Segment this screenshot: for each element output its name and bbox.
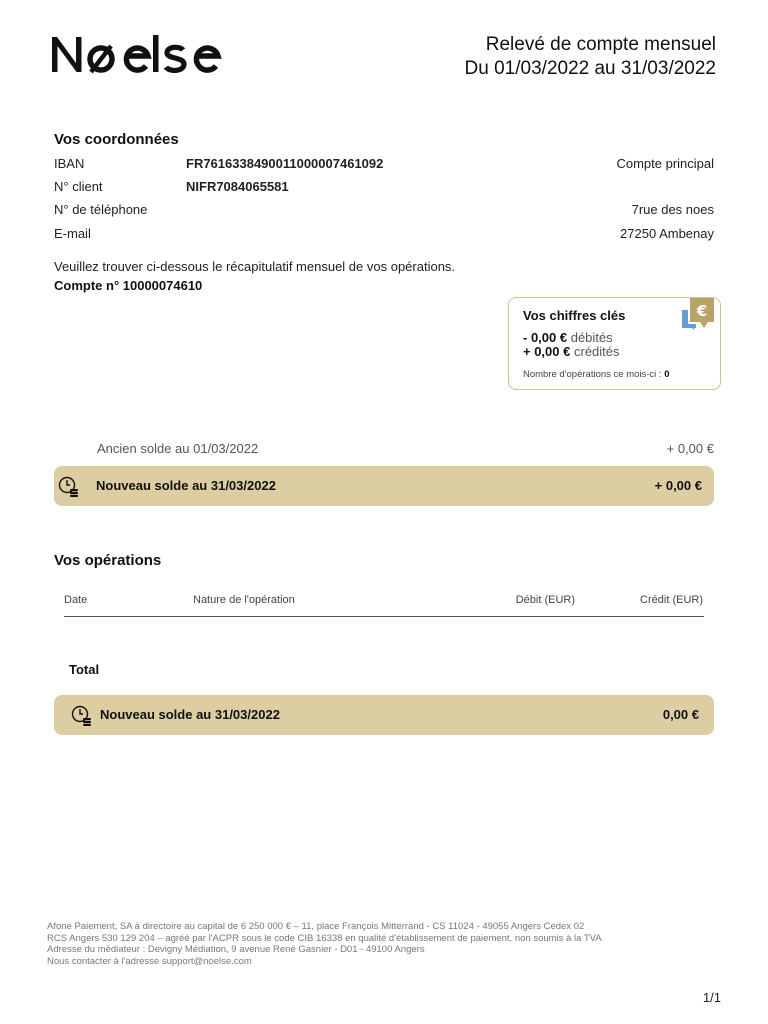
phone-row: [54, 202, 714, 222]
new-balance-amount: + 0,00 €: [654, 478, 702, 493]
email-row: [54, 226, 714, 246]
client-value: NIFR7084065581: [186, 179, 289, 194]
debit-amount: - 0,00 €: [523, 330, 568, 345]
email-label: E-mail: [54, 226, 91, 241]
col-nature: Nature de l'opération: [193, 594, 295, 606]
col-debit: Débit (EUR): [515, 594, 575, 606]
operations-table-header: [64, 594, 704, 617]
debit-line: [523, 330, 613, 345]
credit-label: crédités: [573, 344, 620, 359]
account-number: Compte n° 10000074610: [54, 278, 203, 293]
ops-count: 0: [664, 369, 670, 380]
brand-logo: [50, 28, 225, 80]
operations-title: Vos opérations: [54, 552, 162, 569]
statement-title-line1: Relevé de compte mensuel: [485, 34, 716, 55]
new-balance-band: [54, 466, 714, 506]
old-balance-row: [54, 441, 714, 461]
statement-period: Du 01/03/2022 au 31/03/2022: [464, 58, 716, 79]
address-line2: 27250 Ambenay: [620, 226, 714, 241]
key-figures-title: Vos chiffres clés: [523, 308, 626, 323]
total-balance-band: [54, 695, 714, 735]
page-number: 1/1: [702, 990, 721, 1005]
key-figures-box: [508, 297, 721, 390]
client-row: [54, 179, 714, 199]
old-balance-amount: + 0,00 €: [666, 441, 714, 456]
coords-title: Vos coordonnées: [54, 131, 179, 148]
col-credit: Crédit (EUR): [640, 594, 703, 606]
ops-count-line: [523, 369, 670, 380]
col-date: Date: [64, 594, 88, 606]
footer-line3: Adresse du médiateur : Devigny Médiation, 9 avenue René Gasnier - D01 - 49100 Angers: [47, 944, 425, 955]
credit-amount: + 0,00 €: [523, 344, 571, 359]
total-label: Total: [69, 662, 100, 677]
footer-line4: Nous contacter à l'adresse support@noelse.com: [47, 955, 252, 967]
phone-label: N° de téléphone: [54, 202, 148, 217]
euro-tag-icon: [680, 298, 716, 338]
address-line1: 7rue des noes: [631, 202, 714, 217]
total-new-balance-label: Nouveau solde au 31/03/2022: [100, 707, 280, 722]
footer-line1: Afone Paiement, SA à directoire au capital de 6 250 000 € – 11, place François Mitterrand - CS 11024 - 49055 Angers Cedex 02: [47, 921, 585, 932]
old-balance-label: Ancien solde au 01/03/2022: [97, 441, 259, 456]
clock-coins-icon: [58, 475, 80, 497]
statement-title: [465, 33, 716, 81]
iban-value: FR7616338490011000007461092: [186, 156, 384, 171]
intro-text: Veuillez trouver ci-dessous le récapitulatif mensuel de vos opérations.: [54, 259, 456, 274]
iban-label: IBAN: [54, 156, 85, 171]
ops-count-label: Nombre d'opérations ce mois-ci :: [523, 369, 662, 380]
account-type: Compte principal: [616, 156, 714, 171]
total-new-balance-amount: 0,00 €: [662, 707, 699, 722]
svg-text:€: €: [696, 302, 708, 320]
debit-label: débités: [570, 330, 613, 345]
new-balance-label: Nouveau solde au 31/03/2022: [96, 478, 276, 493]
legal-footer: [47, 921, 602, 967]
noelse-logo-icon: [50, 28, 225, 80]
clock-coins-icon: [71, 704, 93, 726]
client-label: N° client: [54, 179, 103, 194]
footer-line2: RCS Angers 530 129 204 – agréé par l'ACPR sous le code CIB 16338 en qualité d'établissement de paiement, non soumis à la TVA: [47, 932, 602, 944]
credit-line: [523, 344, 620, 359]
iban-row: [54, 156, 714, 176]
